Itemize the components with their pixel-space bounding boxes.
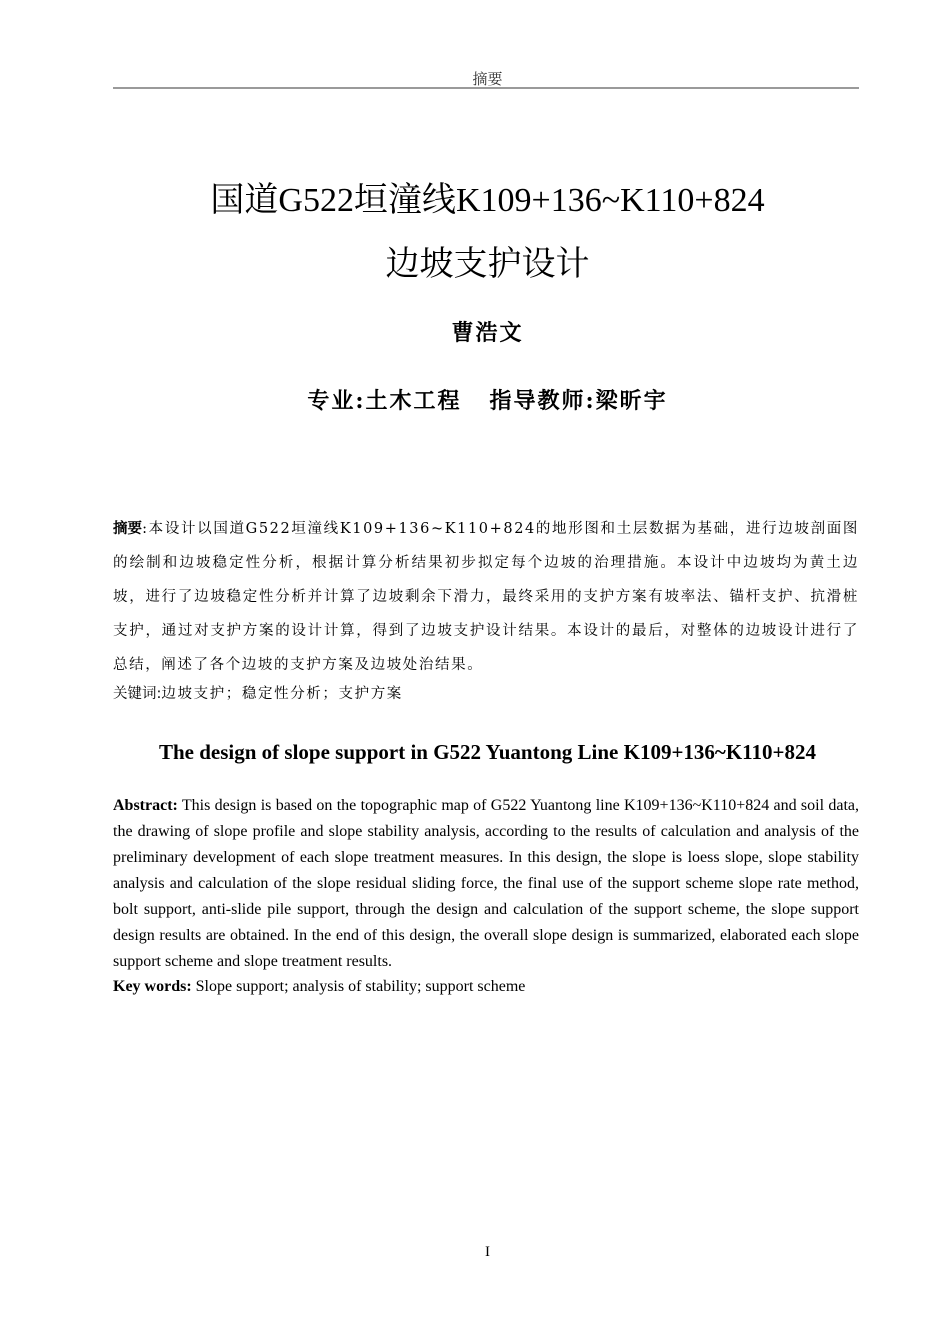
english-abstract bbox=[113, 793, 859, 975]
major-value: 土木工程 bbox=[365, 388, 462, 414]
english-keywords bbox=[113, 974, 859, 1000]
chinese-abstract-label: 摘要 bbox=[113, 521, 143, 537]
advisor-value: 梁昕宇 bbox=[595, 388, 668, 414]
thesis-title-line-1: 国道G522垣潼线K109+136~K110+824 bbox=[210, 182, 765, 219]
chinese-abstract-text: 本设计以国道G522垣潼线K109+136~K110+824的地形图和土层数据为基础，进行边坡剖面图的绘制和边坡稳定性分析，根据计算分析结果初步拟定每个边坡的治理措施。本设计中边坡均为黄土边坡，进行了边坡稳定性分析并计算了边坡剩余下滑力，最终采用的支护方案有坡率法、锚杆支护、抗滑桩支护，通过对支护方案的设计计算，得到了边坡支护设计结果。本设计的最后，对整体的边坡设计进行了总结，阐述了各个边坡的支护方案及边坡处治结果。 bbox=[113, 521, 860, 673]
english-keywords-label: Key words: bbox=[113, 978, 192, 995]
chinese-keywords-text: 边坡支护；稳定性分析；支护方案 bbox=[161, 686, 403, 702]
chinese-keywords bbox=[113, 680, 859, 708]
running-header: 摘要 bbox=[472, 70, 503, 88]
major-label: 专业: bbox=[307, 388, 366, 414]
major-advisor-line bbox=[0, 384, 950, 415]
thesis-title-line-2: 边坡支护设计 bbox=[385, 246, 590, 283]
advisor-label: 指导教师: bbox=[489, 388, 596, 414]
page-number: I bbox=[485, 1244, 490, 1260]
chinese-abstract-separator: : bbox=[142, 521, 149, 537]
header-divider bbox=[113, 87, 859, 89]
author-name: 曹浩文 bbox=[451, 320, 524, 346]
english-keywords-text: Slope support; analysis of stability; support scheme bbox=[195, 978, 526, 995]
chinese-keywords-label: 关键词: bbox=[113, 686, 162, 702]
chinese-abstract bbox=[113, 512, 859, 682]
english-abstract-label: Abstract: bbox=[113, 797, 178, 814]
english-abstract-text: This design is based on the topographic map of G522 Yuantong line K109+136~K110+824 and soil data, the drawing of slope profile and slope stability analysis, according to the results of calculation and analysis of the preliminary development of each slope treatment measures. In this design, the slope is loess slope, slope stability analysis and calculation of the slope residual sliding force, the final use of the support scheme slope rate method, bolt support, anti-slide pile support, through the design and calculation of the support scheme, the slope support design results are obtained. In the end of this design, the overall slope design is summarized, elaborated each slope support scheme and slope treatment results. bbox=[113, 797, 859, 970]
english-title: The design of slope support in G522 Yuantong Line K109+136~K110+824 bbox=[158, 740, 816, 764]
